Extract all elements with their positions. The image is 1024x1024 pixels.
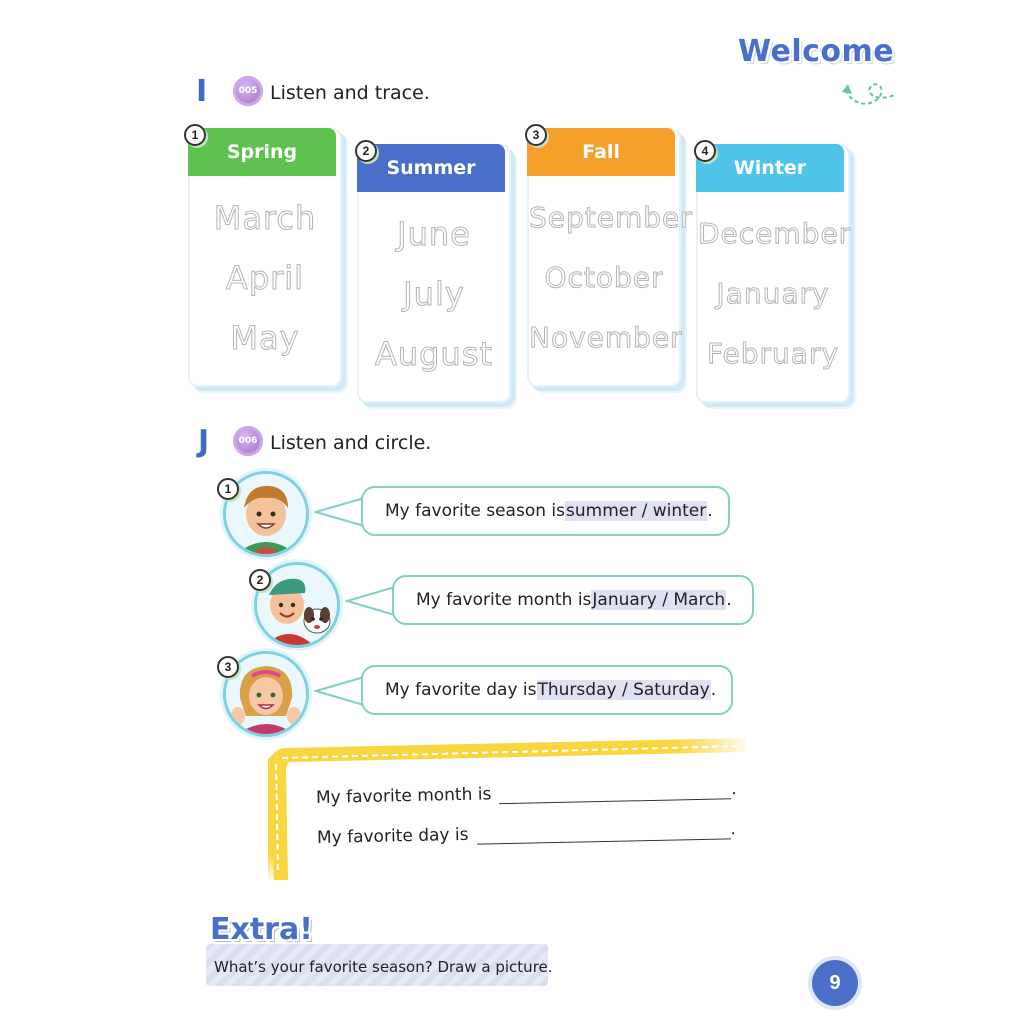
page-title: Welcome [738,34,895,69]
trace-month: August [375,335,493,373]
season-card-winter [696,144,850,403]
trace-month: October [544,261,664,294]
sentence-prefix: My favorite season is [385,501,565,521]
section-letter-j: J [198,424,210,459]
trace-month: June [397,215,471,253]
circle-choice[interactable]: January / March [592,590,726,610]
audio-track-code: 006 [238,436,258,446]
trace-month: September [529,201,693,234]
trace-month: January [716,277,830,310]
sentence-prefix: My favorite day is [385,680,537,700]
write-prompt: My favorite day is [316,824,469,848]
season-card-spring [188,128,342,387]
speech-bubble-tail [314,496,366,530]
trace-month: December [698,217,852,250]
write-period: . [730,819,737,840]
trace-month: April [225,259,305,297]
circle-choice[interactable]: summer / winter [566,501,707,521]
season-card-summer [357,144,511,403]
trace-month: May [230,319,300,357]
item-number: 2 [355,140,377,162]
audio-track-icon[interactable] [233,426,263,456]
item-number: 4 [694,140,716,162]
sentence-suffix: . [707,501,713,521]
extra-instruction: What’s your favorite season? Draw a picture. [214,958,553,976]
section-letter-i: I [196,74,208,109]
circle-choice[interactable]: Thursday / Saturday [537,680,710,700]
write-period: . [731,779,737,800]
season-card-fall [527,128,693,387]
season-name: Fall [527,128,675,176]
instruction-text: Listen and circle. [270,432,432,454]
speech-bubble [392,575,754,625]
audio-track-icon[interactable] [233,76,263,106]
item-number: 3 [525,124,547,146]
trace-month: November [529,321,683,354]
trace-month: July [403,275,465,313]
item-number: 3 [217,656,239,678]
sentence-prefix: My favorite month is [416,590,592,610]
instruction-text: Listen and trace. [270,82,430,104]
speech-bubble-tail [314,675,366,709]
trace-month: March [213,199,317,237]
sentence-suffix: . [726,590,732,610]
extra-title: Extra! [210,912,313,947]
sentence-suffix: . [710,680,717,700]
item-number: 2 [249,569,271,591]
season-name: Spring [188,128,336,176]
speech-bubble [361,665,733,715]
item-number: 1 [184,124,206,146]
speech-bubble-tail [345,585,397,619]
swirl-arrow-icon [838,78,902,110]
trace-month: February [706,337,840,370]
season-name: Summer [357,144,505,192]
page-number: 9 [812,960,858,1006]
item-number: 1 [217,478,239,500]
write-prompt: My favorite month is [315,784,492,808]
speech-bubble [361,486,730,536]
season-name: Winter [696,144,844,192]
audio-track-code: 005 [238,86,258,96]
